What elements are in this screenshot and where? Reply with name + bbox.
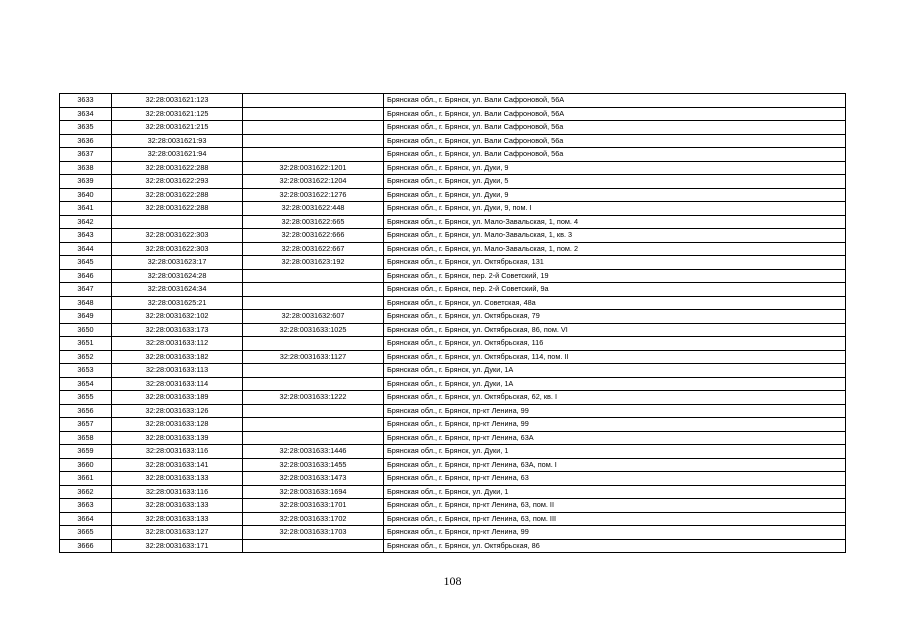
address-cell: Брянская обл., г. Брянск, ул. Дуки, 1А: [384, 364, 846, 378]
secondary-cadastral-number-cell: [243, 107, 384, 121]
address-cell: Брянская обл., г. Брянск, пр-кт Ленина, 99: [384, 526, 846, 540]
secondary-cadastral-number-cell: [243, 134, 384, 148]
address-cell: Брянская обл., г. Брянск, ул. Октябрьская, 79: [384, 310, 846, 324]
secondary-cadastral-number-cell: 32:28:0031632:607: [243, 310, 384, 324]
cadastral-number-cell: 32:28:0031622:303: [112, 229, 243, 243]
address-cell: Брянская обл., г. Брянск, пр-кт Ленина, 63: [384, 472, 846, 486]
secondary-cadastral-number-cell: 32:28:0031622:448: [243, 202, 384, 216]
table-row: [60, 134, 846, 148]
row-number-cell: 3656: [60, 404, 112, 418]
cadastral-number-cell: 32:28:0031622:288: [112, 202, 243, 216]
cadastral-number-cell: 32:28:0031633:128: [112, 418, 243, 432]
cadastral-number-cell: 32:28:0031621:123: [112, 94, 243, 108]
address-cell: Брянская обл., г. Брянск, ул. Октябрьская, 116: [384, 337, 846, 351]
row-number-cell: 3659: [60, 445, 112, 459]
row-number-cell: 3662: [60, 485, 112, 499]
row-number-cell: 3638: [60, 161, 112, 175]
secondary-cadastral-number-cell: 32:28:0031622:667: [243, 242, 384, 256]
cadastral-number-cell: 32:28:0031621:94: [112, 148, 243, 162]
table-row: [60, 94, 846, 108]
table-row: [60, 323, 846, 337]
table-row: [60, 499, 846, 513]
address-cell: Брянская обл., г. Брянск, ул. Мало-Завальская, 1, пом. 4: [384, 215, 846, 229]
table-row: [60, 526, 846, 540]
address-cell: Брянская обл., г. Брянск, ул. Вали Сафроновой, 56А: [384, 107, 846, 121]
table-row: [60, 121, 846, 135]
table-row: [60, 458, 846, 472]
cadastral-number-cell: 32:28:0031633:189: [112, 391, 243, 405]
row-number-cell: 3644: [60, 242, 112, 256]
row-number-cell: 3658: [60, 431, 112, 445]
cadastral-number-cell: 32:28:0031623:17: [112, 256, 243, 270]
address-cell: Брянская обл., г. Брянск, ул. Вали Сафроновой, 56А: [384, 94, 846, 108]
table-row: [60, 512, 846, 526]
cadastral-number-cell: 32:28:0031622:293: [112, 175, 243, 189]
address-cell: Брянская обл., г. Брянск, пр-кт Ленина, 63А, пом. I: [384, 458, 846, 472]
secondary-cadastral-number-cell: 32:28:0031623:192: [243, 256, 384, 270]
table-row: [60, 188, 846, 202]
address-cell: Брянская обл., г. Брянск, ул. Вали Сафроновой, 56а: [384, 134, 846, 148]
table-row: [60, 148, 846, 162]
cadastral-number-cell: 32:28:0031633:182: [112, 350, 243, 364]
secondary-cadastral-number-cell: [243, 121, 384, 135]
table-row: [60, 350, 846, 364]
row-number-cell: 3651: [60, 337, 112, 351]
address-cell: Брянская обл., г. Брянск, ул. Октябрьская, 62, кв. I: [384, 391, 846, 405]
cadastral-number-cell: 32:28:0031621:125: [112, 107, 243, 121]
row-number-cell: 3643: [60, 229, 112, 243]
row-number-cell: 3655: [60, 391, 112, 405]
row-number-cell: 3665: [60, 526, 112, 540]
cadastral-number-cell: 32:28:0031633:114: [112, 377, 243, 391]
table-row: [60, 296, 846, 310]
address-cell: Брянская обл., г. Брянск, пр-кт Ленина, 99: [384, 418, 846, 432]
address-cell: Брянская обл., г. Брянск, ул. Мало-Завальская, 1, пом. 2: [384, 242, 846, 256]
address-cell: Брянская обл., г. Брянск, ул. Дуки, 1: [384, 445, 846, 459]
page-number: 108: [443, 574, 462, 588]
row-number-cell: 3637: [60, 148, 112, 162]
secondary-cadastral-number-cell: [243, 418, 384, 432]
address-cell: Брянская обл., г. Брянск, ул. Октябрьская, 114, пом. II: [384, 350, 846, 364]
cadastral-number-cell: 32:28:0031632:102: [112, 310, 243, 324]
row-number-cell: 3654: [60, 377, 112, 391]
address-cell: Брянская обл., г. Брянск, ул. Дуки, 9, пом. I: [384, 202, 846, 216]
address-cell: Брянская обл., г. Брянск, ул. Дуки, 9: [384, 161, 846, 175]
address-cell: Брянская обл., г. Брянск, ул. Вали Сафроновой, 56а: [384, 121, 846, 135]
cadastral-number-cell: 32:28:0031633:112: [112, 337, 243, 351]
address-cell: Брянская обл., г. Брянск, пр-кт Ленина, 63, пом. II: [384, 499, 846, 513]
cadastral-number-cell: 32:28:0031633:116: [112, 445, 243, 459]
row-number-cell: 3633: [60, 94, 112, 108]
address-cell: Брянская обл., г. Брянск, пр-кт Ленина, 63А: [384, 431, 846, 445]
table-row: [60, 161, 846, 175]
row-number-cell: 3650: [60, 323, 112, 337]
address-cell: Брянская обл., г. Брянск, ул. Дуки, 1: [384, 485, 846, 499]
secondary-cadastral-number-cell: [243, 94, 384, 108]
table-row: [60, 175, 846, 189]
secondary-cadastral-number-cell: 32:28:0031622:666: [243, 229, 384, 243]
secondary-cadastral-number-cell: 32:28:0031622:1201: [243, 161, 384, 175]
table-row: [60, 364, 846, 378]
table-row: [60, 404, 846, 418]
secondary-cadastral-number-cell: [243, 539, 384, 553]
row-number-cell: 3634: [60, 107, 112, 121]
cadastral-number-cell: [112, 215, 243, 229]
table-row: [60, 242, 846, 256]
secondary-cadastral-number-cell: [243, 431, 384, 445]
secondary-cadastral-number-cell: [243, 377, 384, 391]
secondary-cadastral-number-cell: [243, 404, 384, 418]
row-number-cell: 3666: [60, 539, 112, 553]
cadastral-number-cell: 32:28:0031624:34: [112, 283, 243, 297]
address-cell: Брянская обл., г. Брянск, ул. Дуки, 1А: [384, 377, 846, 391]
table-row: [60, 377, 846, 391]
secondary-cadastral-number-cell: 32:28:0031633:1455: [243, 458, 384, 472]
property-table: [59, 93, 846, 553]
secondary-cadastral-number-cell: 32:28:0031633:1222: [243, 391, 384, 405]
row-number-cell: 3646: [60, 269, 112, 283]
cadastral-number-cell: 32:28:0031622:288: [112, 188, 243, 202]
table-row: [60, 418, 846, 432]
secondary-cadastral-number-cell: [243, 296, 384, 310]
cadastral-number-cell: 32:28:0031633:173: [112, 323, 243, 337]
secondary-cadastral-number-cell: 32:28:0031633:1127: [243, 350, 384, 364]
row-number-cell: 3660: [60, 458, 112, 472]
address-cell: Брянская обл., г. Брянск, ул. Октябрьская, 86: [384, 539, 846, 553]
cadastral-number-cell: 32:28:0031633:133: [112, 472, 243, 486]
cadastral-number-cell: 32:28:0031633:127: [112, 526, 243, 540]
secondary-cadastral-number-cell: 32:28:0031633:1473: [243, 472, 384, 486]
cadastral-number-cell: 32:28:0031622:303: [112, 242, 243, 256]
secondary-cadastral-number-cell: 32:28:0031622:665: [243, 215, 384, 229]
row-number-cell: 3653: [60, 364, 112, 378]
row-number-cell: 3647: [60, 283, 112, 297]
address-cell: Брянская обл., г. Брянск, пер. 2-й Советский, 9а: [384, 283, 846, 297]
row-number-cell: 3642: [60, 215, 112, 229]
row-number-cell: 3657: [60, 418, 112, 432]
table-row: [60, 337, 846, 351]
secondary-cadastral-number-cell: 32:28:0031633:1703: [243, 526, 384, 540]
table-row: [60, 256, 846, 270]
table-row: [60, 539, 846, 553]
table-row: [60, 202, 846, 216]
cadastral-number-cell: 32:28:0031621:93: [112, 134, 243, 148]
address-cell: Брянская обл., г. Брянск, ул. Октябрьская, 131: [384, 256, 846, 270]
secondary-cadastral-number-cell: 32:28:0031633:1701: [243, 499, 384, 513]
table-row: [60, 391, 846, 405]
property-table-body: [60, 94, 846, 553]
secondary-cadastral-number-cell: [243, 269, 384, 283]
table-row: [60, 283, 846, 297]
property-table-container: [59, 93, 845, 553]
cadastral-number-cell: 32:28:0031633:133: [112, 512, 243, 526]
row-number-cell: 3639: [60, 175, 112, 189]
table-row: [60, 485, 846, 499]
address-cell: Брянская обл., г. Брянск, пр-кт Ленина, 63, пом. III: [384, 512, 846, 526]
address-cell: Брянская обл., г. Брянск, пр-кт Ленина, 99: [384, 404, 846, 418]
row-number-cell: 3648: [60, 296, 112, 310]
secondary-cadastral-number-cell: 32:28:0031622:1276: [243, 188, 384, 202]
secondary-cadastral-number-cell: 32:28:0031633:1025: [243, 323, 384, 337]
cadastral-number-cell: 32:28:0031633:126: [112, 404, 243, 418]
secondary-cadastral-number-cell: 32:28:0031633:1694: [243, 485, 384, 499]
secondary-cadastral-number-cell: [243, 148, 384, 162]
cadastral-number-cell: 32:28:0031633:116: [112, 485, 243, 499]
table-row: [60, 310, 846, 324]
address-cell: Брянская обл., г. Брянск, ул. Мало-Завальская, 1, кв. 3: [384, 229, 846, 243]
row-number-cell: 3636: [60, 134, 112, 148]
secondary-cadastral-number-cell: 32:28:0031633:1702: [243, 512, 384, 526]
row-number-cell: 3645: [60, 256, 112, 270]
cadastral-number-cell: 32:28:0031633:139: [112, 431, 243, 445]
cadastral-number-cell: 32:28:0031622:288: [112, 161, 243, 175]
row-number-cell: 3652: [60, 350, 112, 364]
cadastral-number-cell: 32:28:0031633:141: [112, 458, 243, 472]
row-number-cell: 3649: [60, 310, 112, 324]
secondary-cadastral-number-cell: [243, 364, 384, 378]
table-row: [60, 229, 846, 243]
table-row: [60, 445, 846, 459]
address-cell: Брянская обл., г. Брянск, пер. 2-й Советский, 19: [384, 269, 846, 283]
address-cell: Брянская обл., г. Брянск, ул. Октябрьская, 86, пом. VI: [384, 323, 846, 337]
row-number-cell: 3663: [60, 499, 112, 513]
secondary-cadastral-number-cell: 32:28:0031622:1204: [243, 175, 384, 189]
table-row: [60, 431, 846, 445]
cadastral-number-cell: 32:28:0031633:171: [112, 539, 243, 553]
address-cell: Брянская обл., г. Брянск, ул. Советская, 48а: [384, 296, 846, 310]
table-row: [60, 107, 846, 121]
row-number-cell: 3635: [60, 121, 112, 135]
cadastral-number-cell: 32:28:0031633:133: [112, 499, 243, 513]
address-cell: Брянская обл., г. Брянск, ул. Дуки, 5: [384, 175, 846, 189]
address-cell: Брянская обл., г. Брянск, ул. Дуки, 9: [384, 188, 846, 202]
secondary-cadastral-number-cell: [243, 337, 384, 351]
secondary-cadastral-number-cell: 32:28:0031633:1446: [243, 445, 384, 459]
table-row: [60, 472, 846, 486]
table-row: [60, 269, 846, 283]
table-row: [60, 215, 846, 229]
secondary-cadastral-number-cell: [243, 283, 384, 297]
row-number-cell: 3641: [60, 202, 112, 216]
cadastral-number-cell: 32:28:0031621:215: [112, 121, 243, 135]
row-number-cell: 3640: [60, 188, 112, 202]
address-cell: Брянская обл., г. Брянск, ул. Вали Сафроновой, 56а: [384, 148, 846, 162]
row-number-cell: 3661: [60, 472, 112, 486]
cadastral-number-cell: 32:28:0031625:21: [112, 296, 243, 310]
cadastral-number-cell: 32:28:0031624:28: [112, 269, 243, 283]
row-number-cell: 3664: [60, 512, 112, 526]
cadastral-number-cell: 32:28:0031633:113: [112, 364, 243, 378]
